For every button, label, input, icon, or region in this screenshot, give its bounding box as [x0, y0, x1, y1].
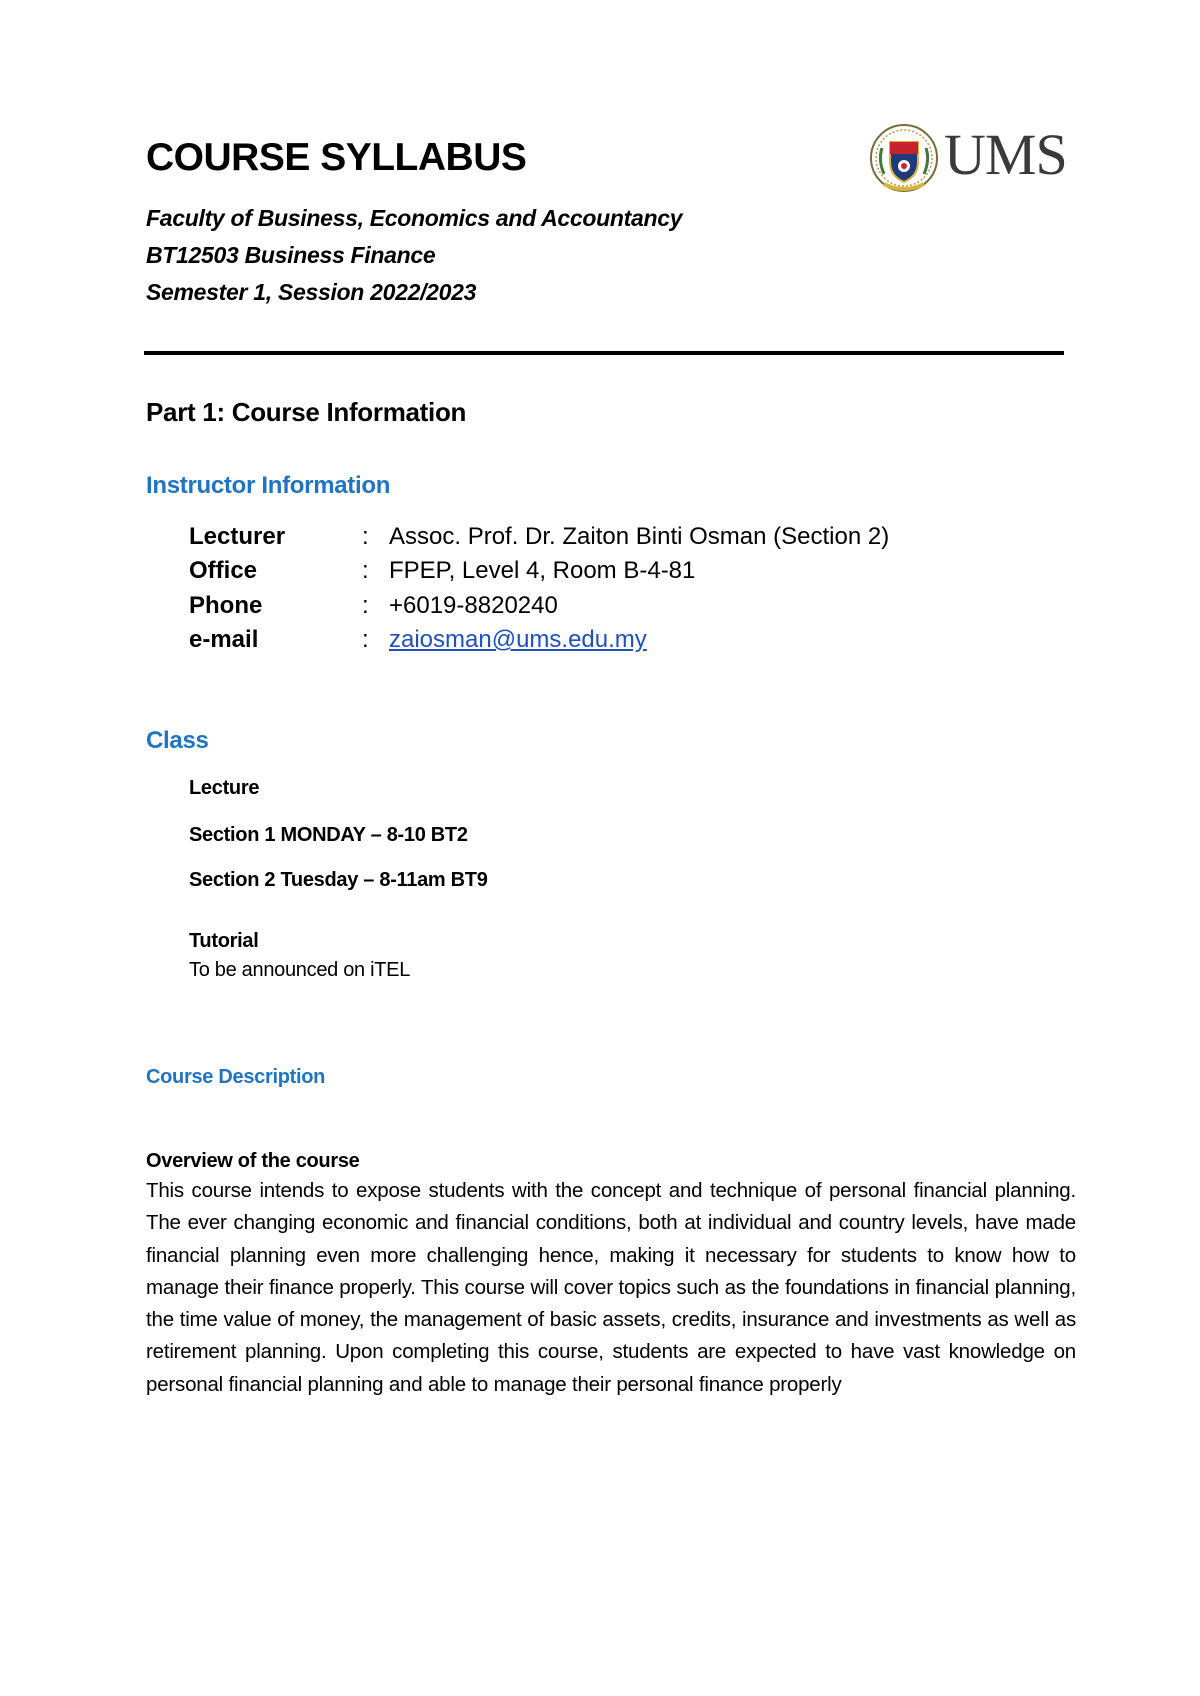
lecturer-value: Assoc. Prof. Dr. Zaiton Binti Osman (Section 2): [389, 523, 890, 550]
phone-colon: :: [362, 592, 369, 619]
office-row: [189, 557, 1089, 591]
ums-logo-text: UMS: [944, 122, 1067, 187]
email-link[interactable]: zaiosman@ums.edu.my: [389, 626, 647, 653]
ums-logo: [868, 118, 1068, 198]
phone-row: [189, 592, 1089, 626]
header-divider: [144, 351, 1064, 355]
lecture-label: Lecture: [189, 777, 260, 799]
ums-crest-icon: [868, 118, 940, 198]
part1-heading: Part 1: Course Information: [146, 397, 467, 427]
office-colon: :: [362, 557, 369, 584]
email-row: [189, 626, 1089, 660]
tutorial-label: Tutorial: [189, 930, 259, 952]
lecturer-row: [189, 523, 1089, 557]
email-colon: :: [362, 626, 369, 653]
office-value: FPEP, Level 4, Room B-4-81: [389, 557, 696, 584]
phone-value: +6019-8820240: [389, 592, 558, 619]
semester-session: Semester 1, Session 2022/2023: [146, 279, 477, 305]
office-label: Office: [189, 557, 258, 584]
section2-schedule: Section 2 Tuesday – 8-11am BT9: [189, 869, 488, 891]
faculty-name: Faculty of Business, Economics and Accountancy: [146, 205, 683, 231]
class-heading: Class: [146, 727, 209, 754]
instructor-heading: Instructor Information: [146, 472, 391, 499]
phone-label: Phone: [189, 592, 263, 619]
overview-paragraph: This course intends to expose students with the concept and technique of personal financial planning. The ever changing economic and financial conditions, both at individual and country levels, have made financial planning even more challenging hence, making it necessary for students to know how to manage their finance properly. This course will cover topics such as the foundations in financial planning, the time value of money, the management of basic assets, credits, insurance and investments as well as retirement planning. Upon completing this course, students are expected to have vast knowledge on personal financial planning and able to manage their personal finance properly: [146, 1179, 1076, 1396]
document-title: COURSE SYLLABUS: [146, 136, 527, 179]
tutorial-text: To be announced on iTEL: [189, 959, 411, 981]
course-code-name: BT12503 Business Finance: [146, 242, 436, 268]
lecturer-colon: :: [362, 523, 369, 550]
email-label: e-mail: [189, 626, 259, 653]
course-description-heading: Course Description: [146, 1066, 326, 1088]
lecturer-label: Lecturer: [189, 523, 286, 550]
section1-schedule: Section 1 MONDAY – 8-10 BT2: [189, 824, 468, 846]
overview-heading: Overview of the course: [146, 1150, 360, 1172]
